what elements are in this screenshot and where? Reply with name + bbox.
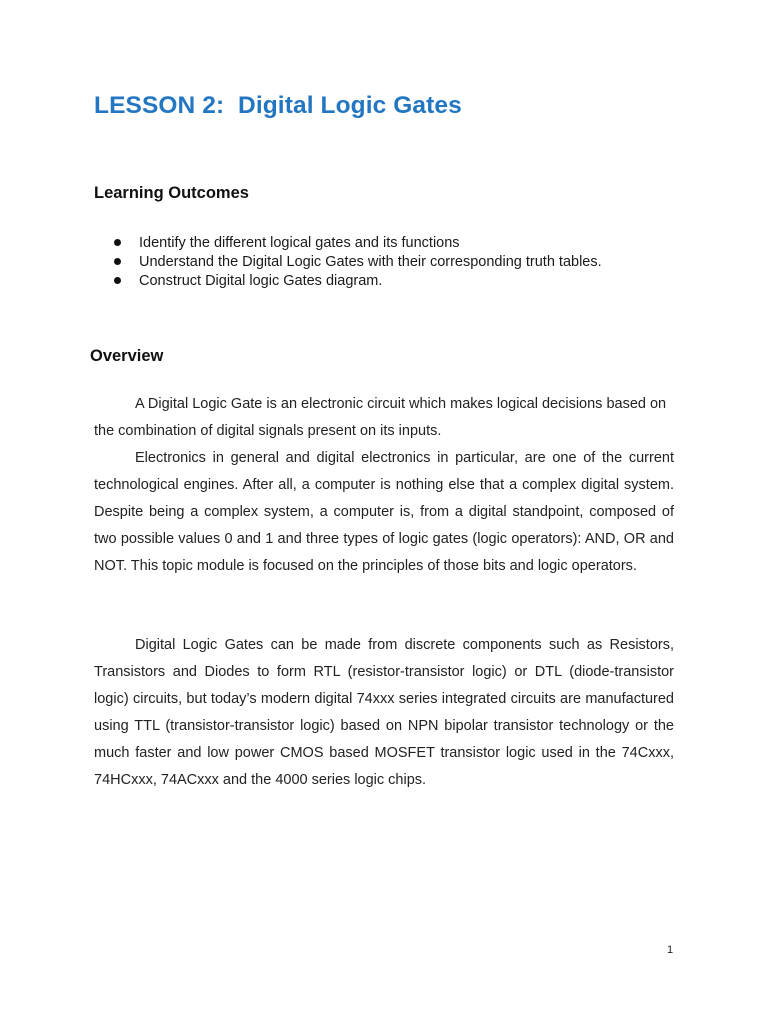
- overview-paragraph: Digital Logic Gates can be made from discrete components such as Resistors, Transistors and Diodes to form RTL (resistor-transistor logic) or DTL (diode-transistor logic) circuits, but today’s modern digital 74xxx series integrated circuits are manufactured using TTL (transistor-transistor logic) based on NPN bipolar transistor technology or the much faster and low power CMOS based MOSFET transistor logic used in the 74Cxxx, 74HCxxx, 74ACxxx and the 4000 series logic chips.: [94, 637, 674, 788]
- bullet-icon: [114, 277, 121, 284]
- list-item: [114, 253, 602, 272]
- list-item-text: Identify the different logical gates and its functions: [139, 235, 460, 251]
- learning-outcomes-list: [114, 234, 602, 291]
- learning-outcomes-heading: Learning Outcomes: [94, 184, 249, 202]
- overview-heading: Overview: [90, 347, 164, 365]
- list-item: [114, 272, 602, 291]
- list-item: [114, 234, 602, 253]
- overview-paragraph: Electronics in general and digital electronics in particular, are one of the current technological engines. After all, a computer is nothing else that a complex digital system. Despite being a complex system, a computer is, from a digital standpoint, composed of two possible values 0 and 1 and three types of logic gates (logic operators): AND, OR and NOT. This topic module is focused on the principles of those bits and logic operators.: [94, 450, 674, 574]
- overview-paragraph: A Digital Logic Gate is an electronic circuit which makes logical decisions based on the combination of digital signals present on its inputs.: [94, 396, 667, 439]
- bullet-icon: [114, 258, 121, 265]
- lesson-title: LESSON 2: Digital Logic Gates: [94, 92, 462, 119]
- list-item-text: Understand the Digital Logic Gates with their corresponding truth tables.: [139, 254, 602, 270]
- bullet-icon: [114, 239, 121, 246]
- list-item-text: Construct Digital logic Gates diagram.: [139, 273, 383, 289]
- page-number: 1: [667, 944, 674, 956]
